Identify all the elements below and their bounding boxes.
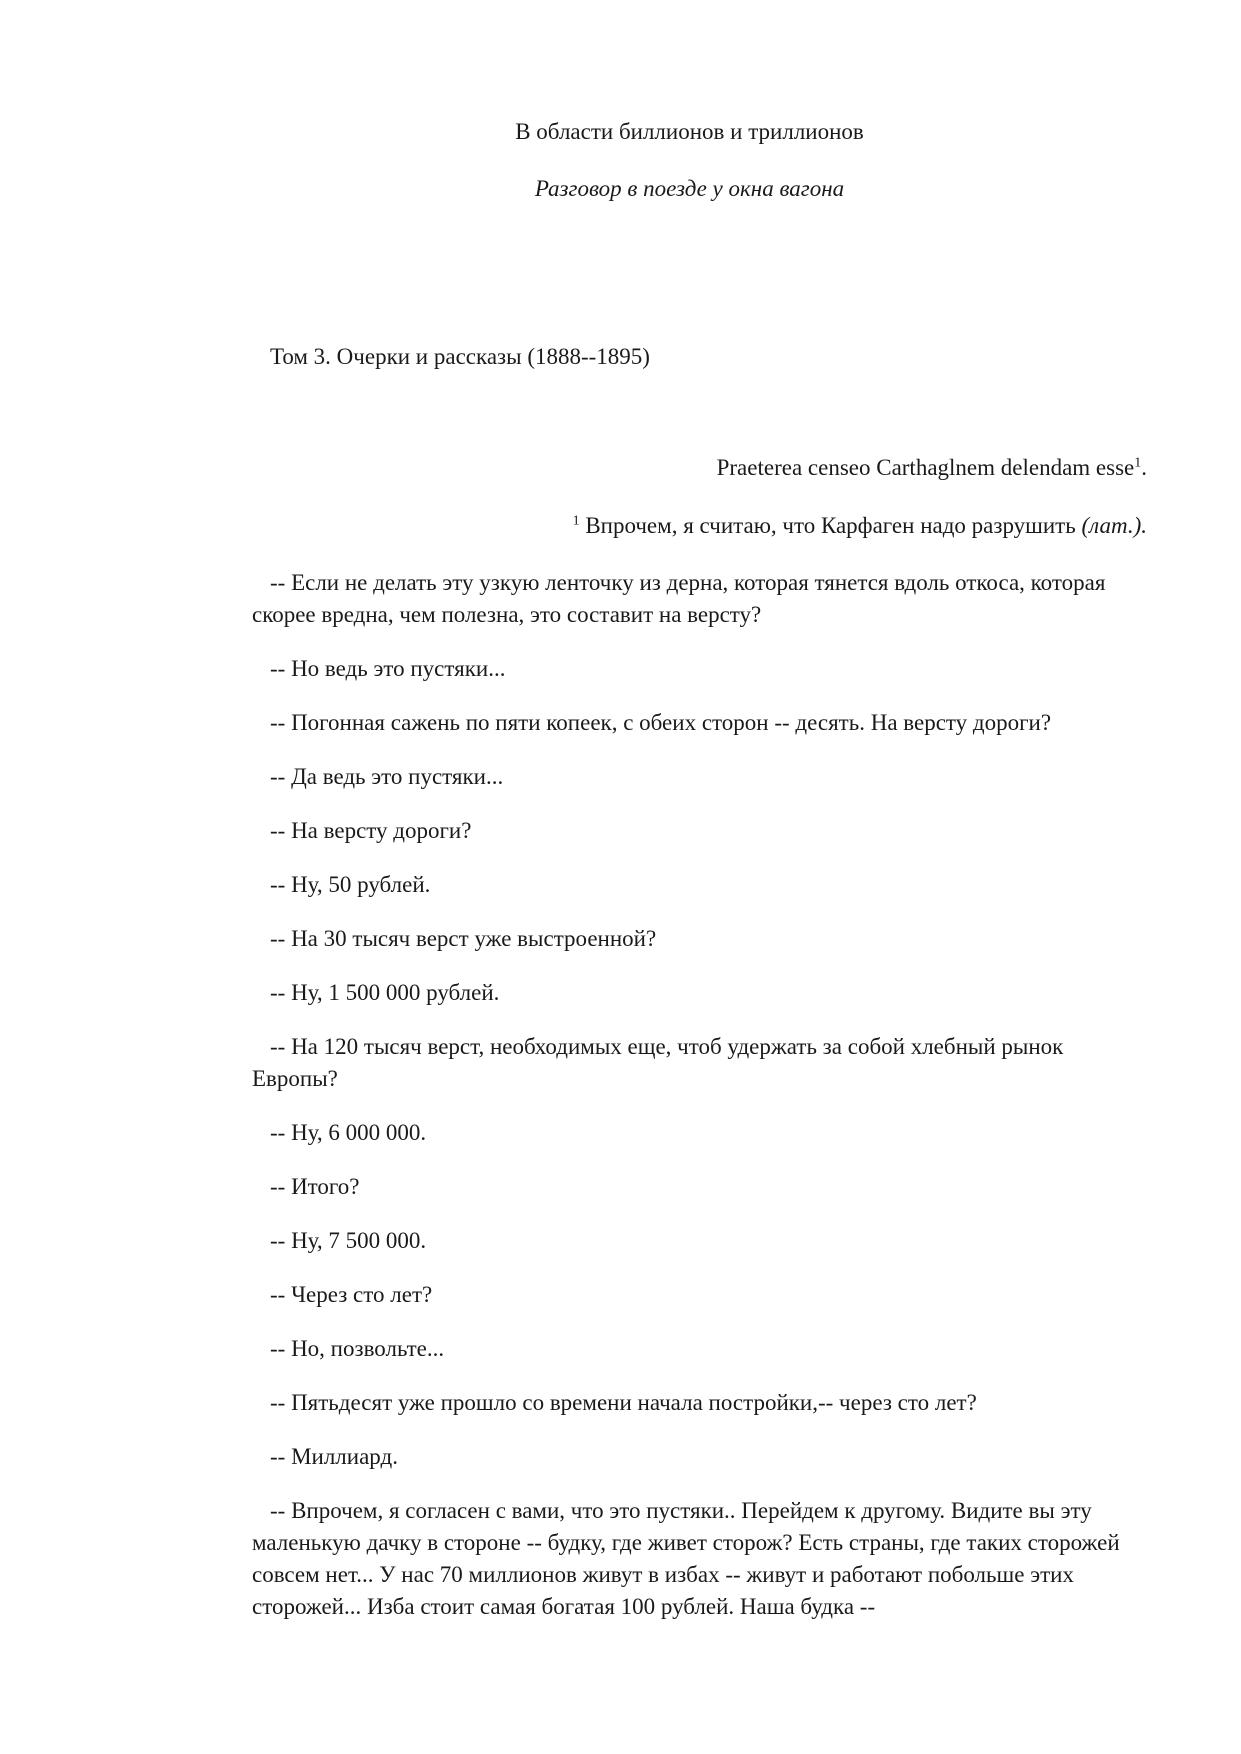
paragraph: -- Через сто лет? <box>270 1282 433 1307</box>
paragraph: -- Миллиард. <box>270 1444 398 1469</box>
paragraph: -- Пятьдесят уже прошло со времени начала постройки,-- через сто лет? <box>270 1390 977 1415</box>
epigraph-end: . <box>1141 455 1147 480</box>
footnote-text: Впрочем, я считаю, что Карфаген надо разрушить <box>585 513 1082 538</box>
epigraph <box>717 453 1147 483</box>
epigraph-footnote-ref: 1 <box>1134 455 1142 471</box>
footnote-note: (лат.). <box>1081 513 1147 538</box>
paragraph: -- Итого? <box>270 1174 360 1199</box>
paragraph: -- На версту дороги? <box>270 818 472 843</box>
footnote <box>573 511 1147 541</box>
footnote-ref: 1 <box>572 513 580 529</box>
body-text <box>252 567 1147 1645</box>
paragraph: -- Ну, 50 рублей. <box>270 872 431 897</box>
paragraph: -- Но ведь это пустяки... <box>270 656 506 681</box>
epigraph-text: Praeterea censeo Carthaglnem delendam esse <box>716 455 1135 480</box>
paragraph: -- Если не делать эту узкую ленточку из дерна, которая тянется вдоль откоса, которая скорее вредна, чем полезна, это составит на версту? <box>252 570 1106 627</box>
volume-heading: Том 3. Очерки и рассказы (1888--1895) <box>270 344 650 369</box>
document-subtitle: Разговор в поезде у окна вагона <box>534 176 845 201</box>
paragraph: -- Ну, 7 500 000. <box>270 1228 427 1253</box>
paragraph: -- На 30 тысяч верст уже выстроенной? <box>270 926 657 951</box>
paragraph: -- Ну, 1 500 000 рублей. <box>270 980 500 1005</box>
paragraph: -- Но, позвольте... <box>270 1336 445 1361</box>
document-title: В области биллионов и триллионов <box>515 119 864 144</box>
paragraph: -- На 120 тысяч верст, необходимых еще, чтоб удержать за собой хлебный рынок Европы? <box>252 1034 1064 1091</box>
paragraph: -- Ну, 6 000 000. <box>270 1120 427 1145</box>
paragraph: -- Впрочем, я согласен с вами, что это пустяки.. Перейдем к другому. Видите вы эту маленькую дачку в стороне -- будку, где живет сторож? Есть страны, где таких сторожей совсем нет... У нас 70 миллионов живут в избах -- живут и работают побольше этих сторожей... Изба стоит самая богатая 100 рублей. Наша будка -- <box>252 1498 1120 1619</box>
paragraph: -- Да ведь это пустяки... <box>270 764 504 789</box>
paragraph: -- Погонная сажень по пяти копеек, с обеих сторон -- десять. На версту дороги? <box>270 710 1052 735</box>
